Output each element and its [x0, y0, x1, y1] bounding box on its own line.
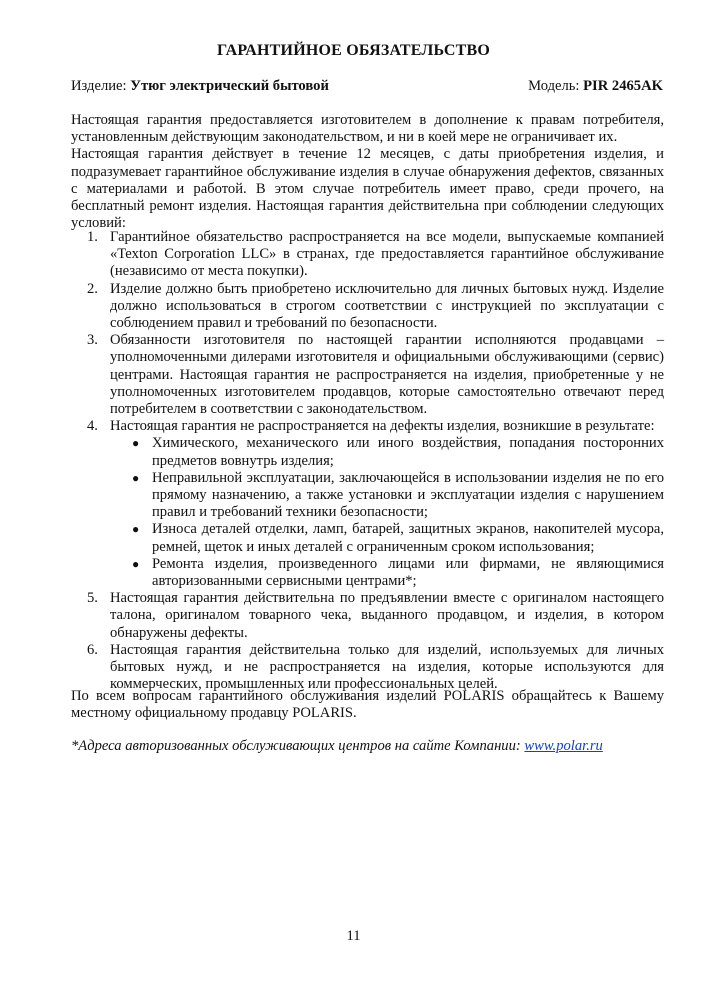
- condition-number: 5.: [87, 590, 98, 607]
- condition-number: 6.: [87, 641, 98, 658]
- intro-paragraph: Настоящая гарантия предоставляется изготовителем в дополнение к правам потребителя, установленным действующим законодательством, и ни в коей мере не ограничивает их.: [71, 112, 664, 146]
- exclusion-text: Ремонта изделия, произведенного лицами или фирмами, не являющимися авторизованными сервисными центрами*;: [152, 555, 664, 590]
- exclusion-item: [110, 435, 664, 469]
- condition-item: [71, 590, 664, 642]
- condition-text: Настоящая гарантия действительна по предъявлении вместе с оригиналом настоящего талона, оригиналом товарного чека, выданного продавцом, и изделия, в котором обнаружены дефекты.: [110, 590, 664, 641]
- condition-text: Изделие должно быть приобретено исключительно для личных бытовых нужд. Изделие должно использоваться в строгом соответствии с инструкцией по эксплуатации с соблюдением правил и требований по безопасности.: [110, 280, 664, 332]
- contact-paragraph: По всем вопросам гарантийного обслуживания изделий POLARIS обращайтесь к Вашему местному официальному продавцу POLARIS.: [71, 688, 664, 722]
- condition-item: [71, 281, 664, 333]
- condition-item: [71, 418, 664, 590]
- product-line: [71, 78, 663, 95]
- condition-number: 3.: [87, 332, 98, 349]
- bullet-icon: ●: [132, 522, 140, 537]
- exclusion-item: [110, 470, 664, 522]
- intro-paragraph: Настоящая гарантия действует в течение 12 месяцев, с даты приобретения изделия, и подразумевает гарантийное обслуживание изделия в случае обнаружения дефектов, связанных с материалами и работой. В этом случае потребитель имеет право, среди прочего, на бесплатный ремонт изделия. Настоящая гарантия действительна при соблюдении следующих условий:: [71, 146, 664, 232]
- condition-item: [71, 229, 664, 281]
- condition-text: Настоящая гарантия не распространяется на дефекты изделия, возникшие в результате:: [110, 418, 655, 435]
- product-info: [71, 78, 329, 95]
- page-number: 11: [346, 928, 361, 944]
- service-centers-footnote: [71, 738, 664, 755]
- page-title: ГАРАНТИЙНОЕ ОБЯЗАТЕЛЬСТВО: [216, 42, 491, 59]
- exclusion-text: Износа деталей отделки, ламп, батарей, защитных экранов, накопителей мусора, ремней, щеток и иных деталей с ограниченным сроком использования;: [152, 521, 664, 555]
- bullet-icon: ●: [132, 556, 140, 571]
- exclusion-text: Химического, механического или иного воздействия, попадания посторонних предметов вовнутрь изделия;: [152, 435, 664, 469]
- condition-number: 4.: [87, 418, 98, 435]
- condition-number: 2.: [87, 280, 98, 297]
- model-info: [528, 78, 663, 95]
- product-value: Утюг электрический бытовой: [130, 78, 329, 94]
- condition-number: 1.: [87, 229, 98, 245]
- footnote-text: *Адреса авторизованных обслуживающих центров на сайте Компании:: [71, 738, 521, 754]
- exclusions-list: [110, 435, 664, 590]
- website-link[interactable]: www.polar.ru: [524, 738, 603, 754]
- intro-section: [71, 112, 664, 232]
- condition-item: [71, 332, 664, 418]
- bullet-icon: ●: [132, 436, 140, 451]
- exclusion-text: Неправильной эксплуатации, заключающейся в использовании изделия не по его прямому назначению, а также установки и эксплуатации изделия с нарушением правил и требований техники безопасности;: [152, 469, 664, 521]
- condition-text: Обязанности изготовителя по настоящей гарантии исполняются продавцами – уполномоченными дилерами изготовителя и официальными обслуживающими (сервис) центрами. Настоящая гарантия не распространяется на изделия, приобретенные у не уполномоченных изготовителем продавцов, которые самостоятельно отвечают перед потребителем в соответствии с законодательством.: [110, 332, 664, 418]
- conditions-list: [71, 229, 664, 693]
- model-label: Модель:: [528, 78, 580, 94]
- exclusion-item: [110, 556, 664, 590]
- condition-text: Гарантийное обязательство распространяется на все модели, выпускаемые компанией «Texton Corporation LLC» в странах, где предоставляется гарантийное обслуживание (независимо от места покупки).: [110, 229, 664, 280]
- condition-text: Настоящая гарантия действительна только для изделий, используемых для личных бытовых нужд, и не распространяется на изделия, которые используются для коммерческих, промышленных или профессиональных целей.: [110, 641, 664, 693]
- model-value: PIR 2465AK: [583, 78, 663, 94]
- exclusion-item: [110, 521, 664, 555]
- bullet-icon: ●: [132, 470, 140, 485]
- condition-item: [71, 642, 664, 694]
- product-label: Изделие:: [71, 78, 127, 94]
